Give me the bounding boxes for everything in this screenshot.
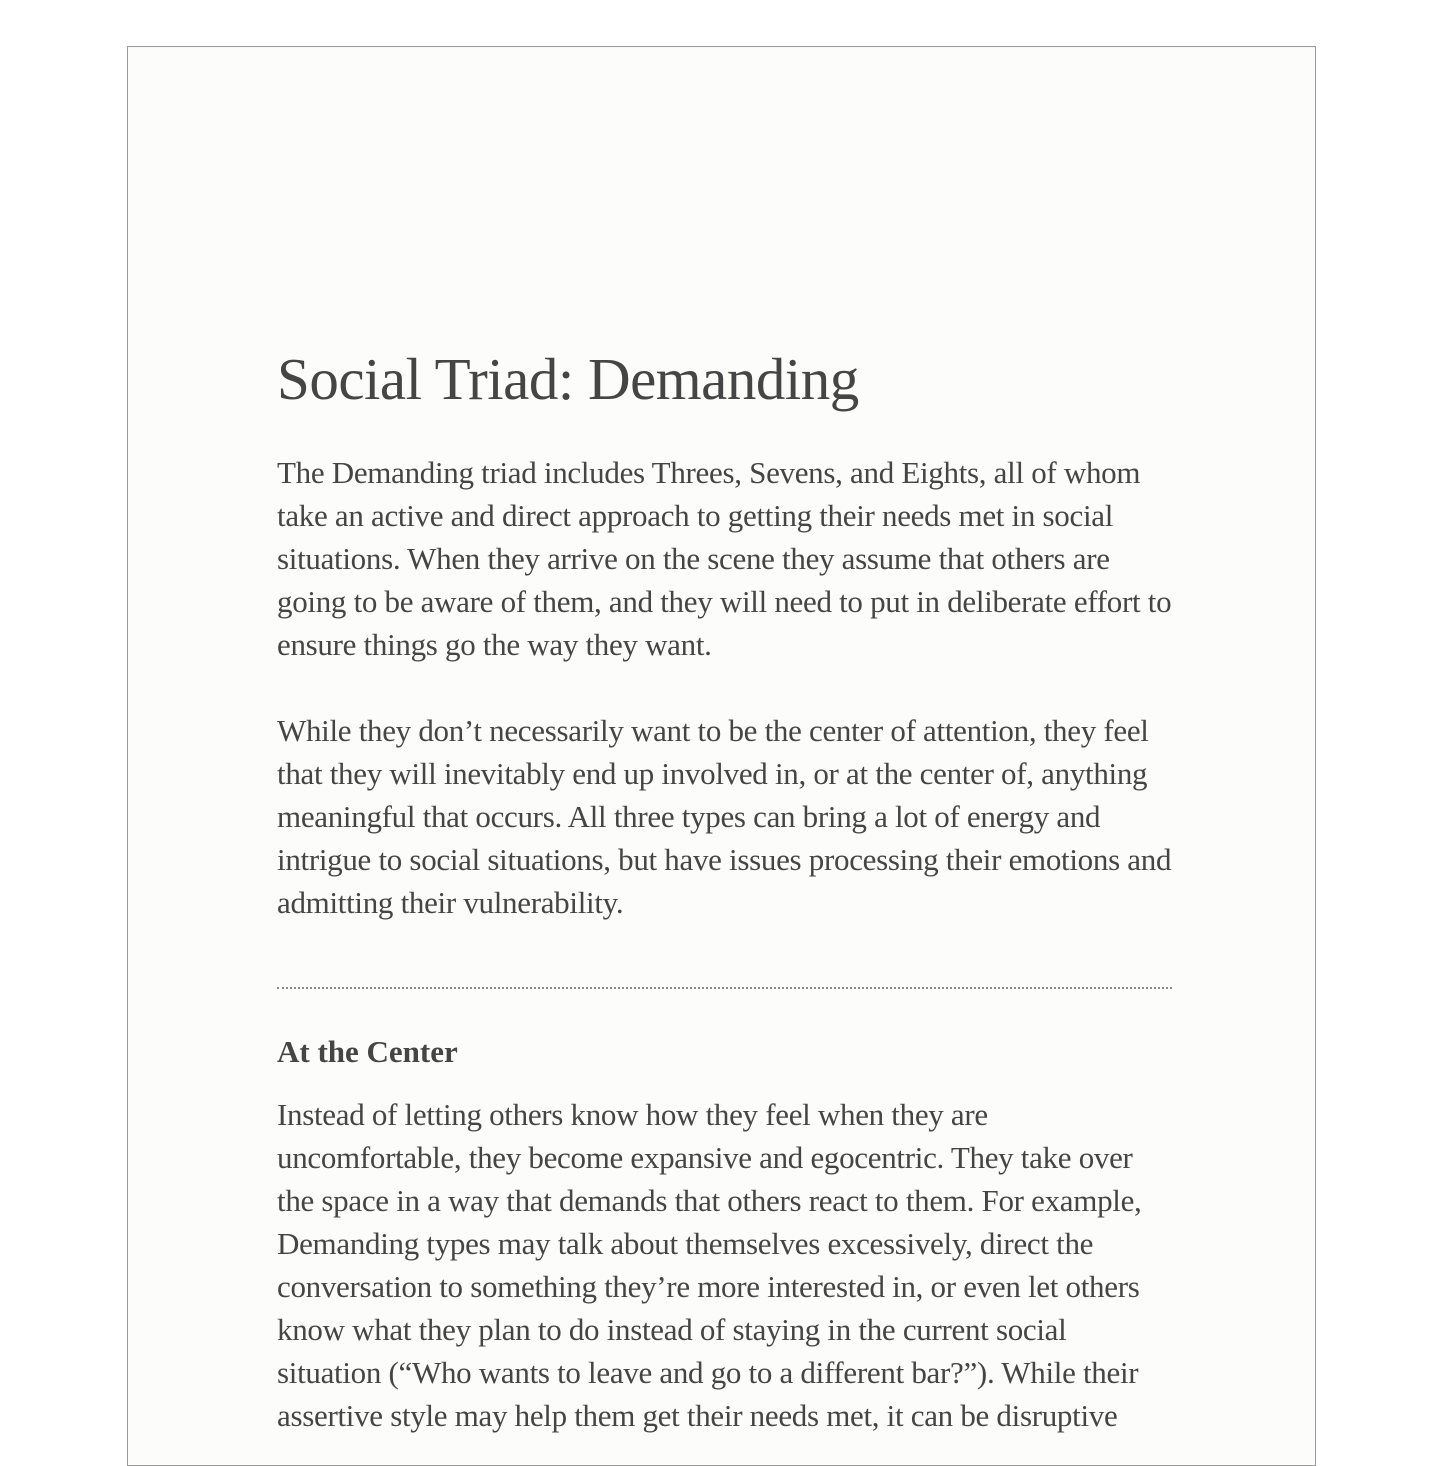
page-content xyxy=(277,343,1172,1437)
page-title: Social Triad: Demanding xyxy=(277,346,859,412)
document-page xyxy=(127,46,1316,1466)
section-divider xyxy=(277,987,1172,989)
section-heading: At the Center xyxy=(277,1034,458,1069)
second-paragraph: While they don’t necessarily want to be the center of attention, they feel that they will inevitably end up involved in, or at the center of, anything meaningful that occurs. All three types can bring a lot of energy and intrigue to social situations, but have issues processing their emotions and admitting their vulnerability. xyxy=(277,713,1172,920)
section-paragraph: Instead of letting others know how they feel when they are uncomfortable, they become expansive and egocentric. They take over the space in a way that demands that others react to them. For example, Demanding types may talk about themselves excessively, direct the conversation to something they’re more interested in, or even let others know what they plan to do instead of staying in the current social situation (“Who wants to leave and go to a different bar?”). While their assertive style may help them get their needs met, it can be disruptive xyxy=(277,1097,1142,1433)
intro-paragraph: The Demanding triad includes Threes, Sevens, and Eights, all of whom take an active and direct approach to getting their needs met in social situations. When they arrive on the scene they assume that others are going to be aware of them, and they will need to put in deliberate effort to ensure things go the way they want. xyxy=(277,455,1172,662)
